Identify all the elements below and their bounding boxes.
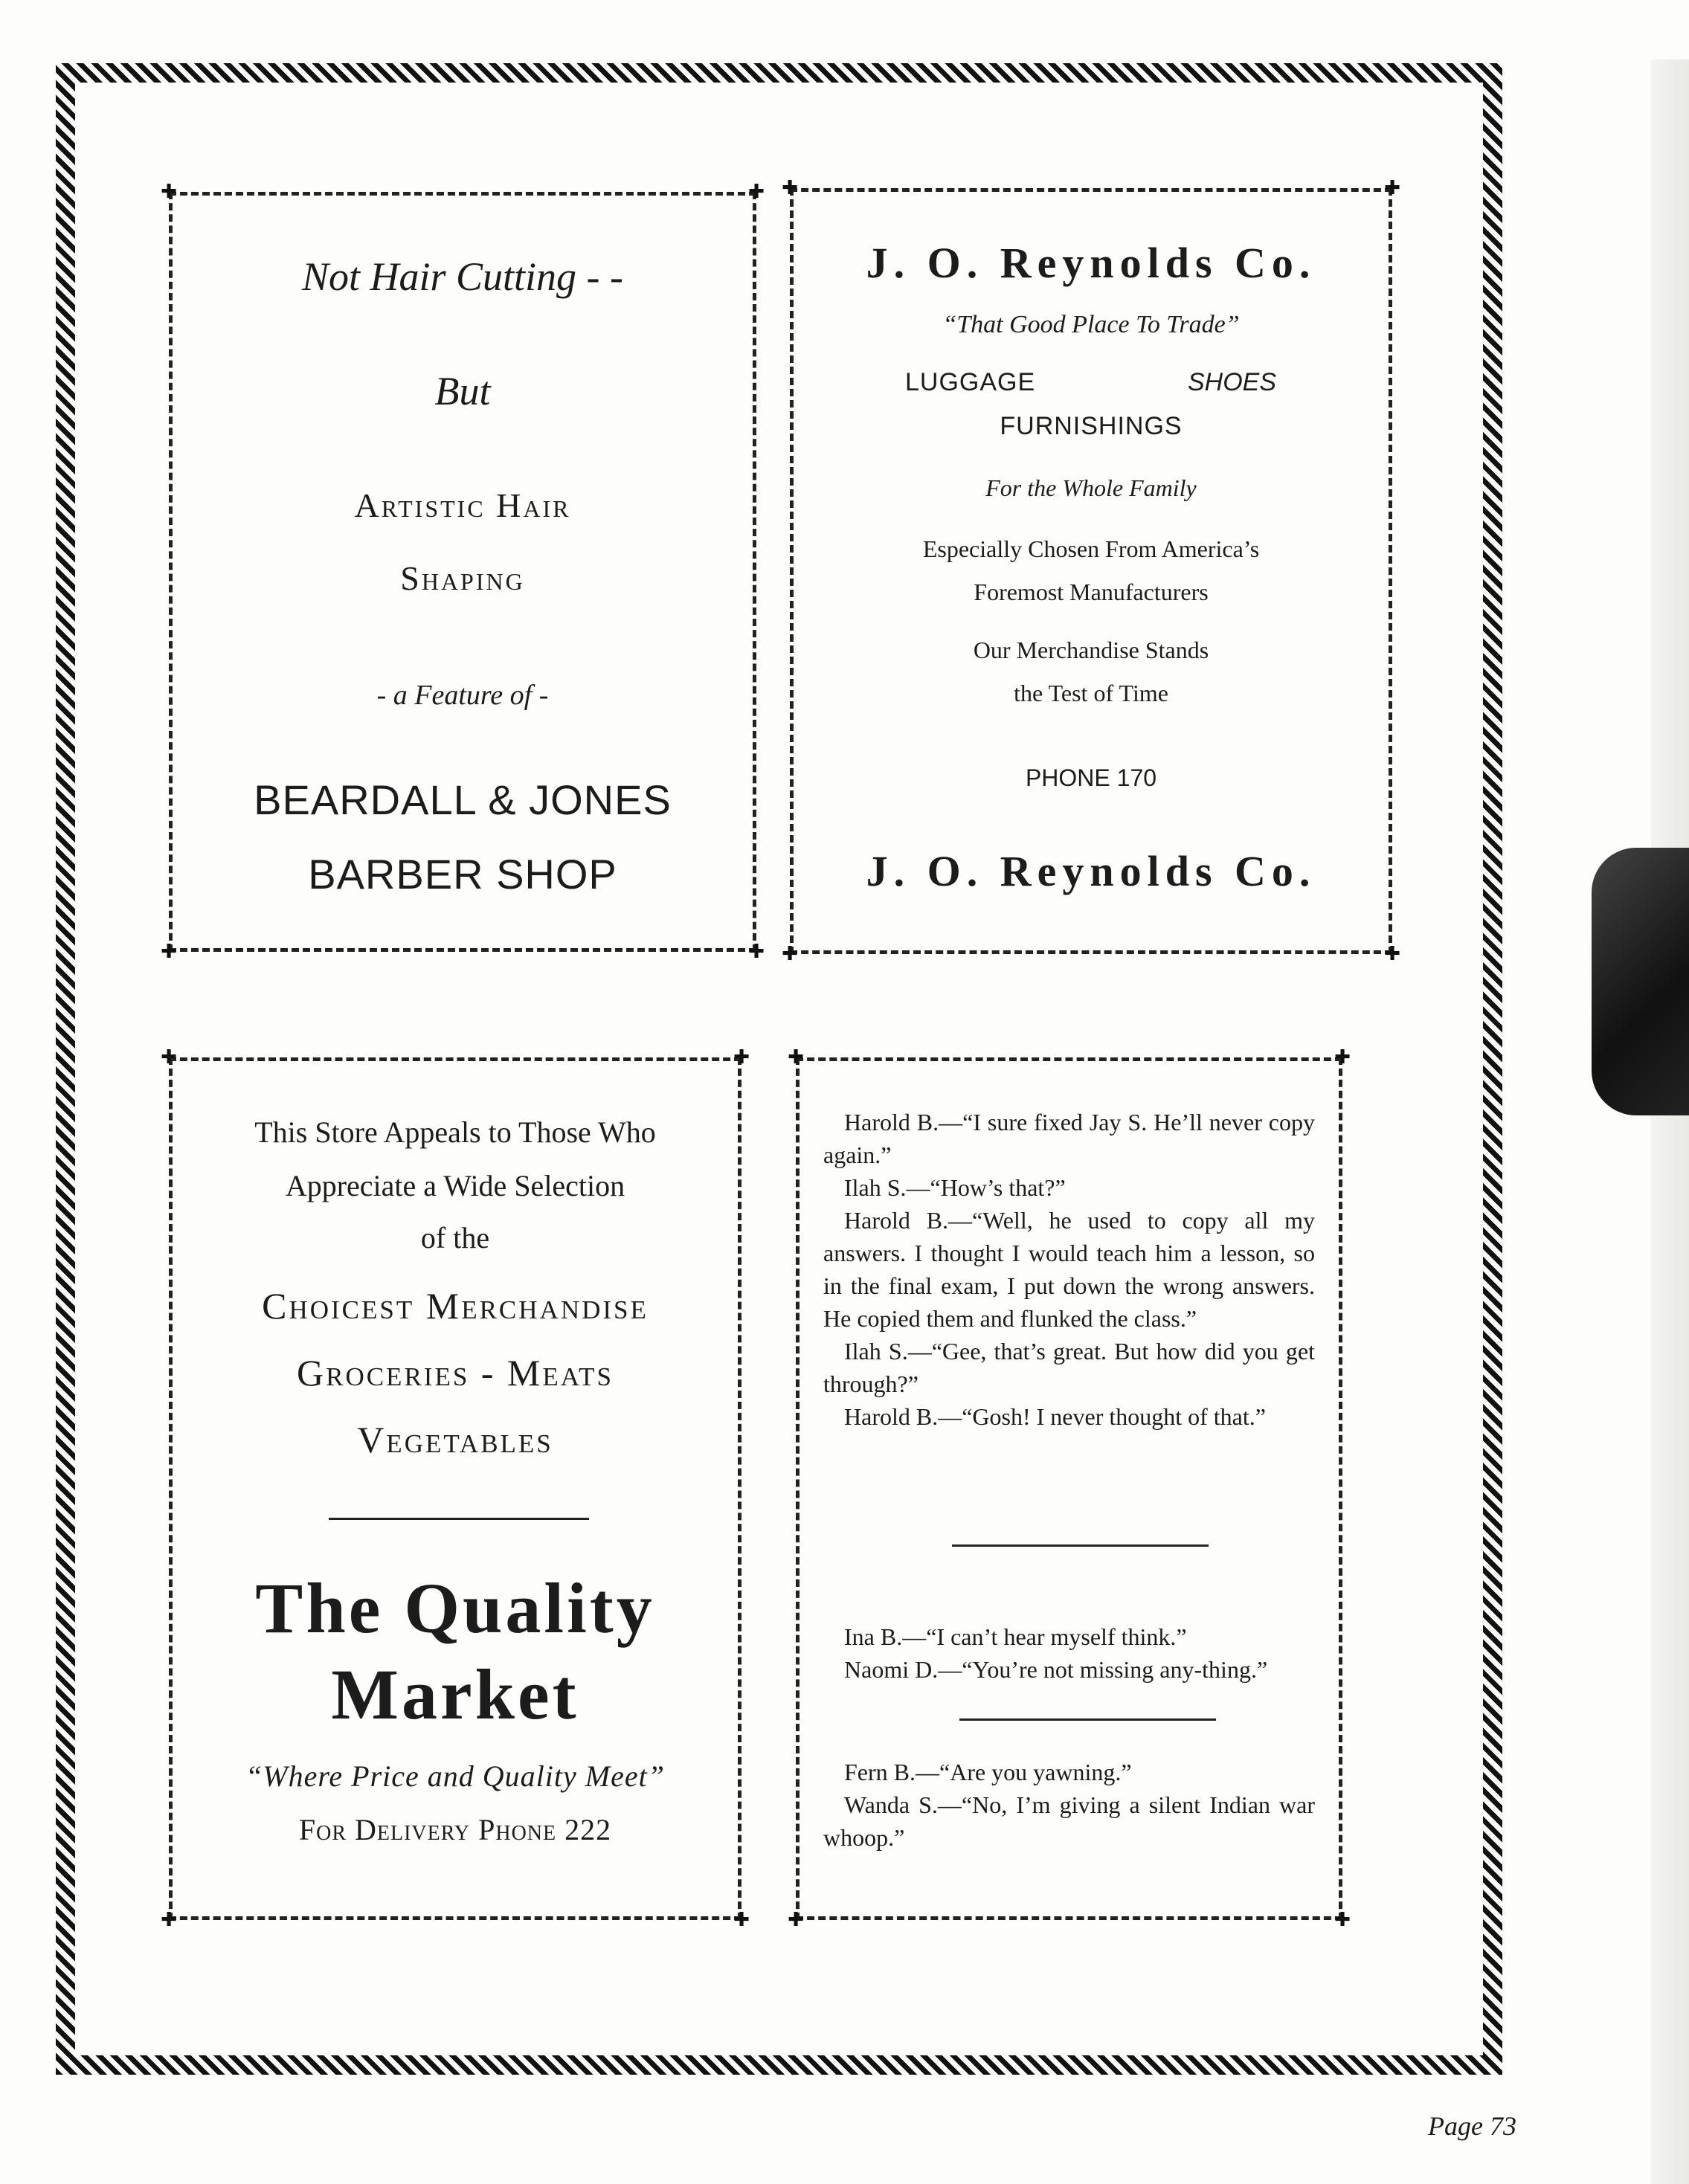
joke-line: Fern B.—“Are you yawning.” [844, 1759, 1132, 1785]
ad-text: Choicest Merchandise [262, 1285, 649, 1327]
ad-text: Our Merchandise Stands [973, 637, 1209, 663]
joke-line: Ilah S.—“Gee, that’s great. But how did you get through?” [823, 1338, 1315, 1397]
ad-text: Artistic Hair [354, 486, 571, 524]
ad-text: Foremost Manufacturers [974, 579, 1209, 605]
corner-ornament: ✚ [1384, 177, 1400, 199]
joke-line: Ilah S.—“How’s that?” [844, 1174, 1066, 1201]
corner-ornament: ✚ [748, 181, 765, 203]
binder-clip [1592, 848, 1689, 1115]
corner-ornament: ✚ [1384, 943, 1400, 965]
corner-ornament: ✚ [1334, 1909, 1351, 1931]
corner-ornament: ✚ [733, 1909, 750, 1931]
corner-ornament: ✚ [161, 181, 177, 203]
corner-ornament: ✚ [733, 1046, 750, 1069]
ad-text: For the Whole Family [985, 474, 1197, 501]
divider [329, 1518, 589, 1520]
reynolds-co-ad [782, 177, 1400, 965]
quality-market-ad [161, 1046, 750, 1931]
corner-ornament: ✚ [782, 943, 798, 965]
book-edge [1651, 59, 1689, 2184]
business-name: The Quality [255, 1568, 655, 1648]
ad-item: SHOES [1188, 368, 1277, 396]
ad-text: Vegetables [357, 1419, 553, 1460]
joke-line: Harold B.—“I sure fixed Jay S. He’ll never copy again.” [823, 1109, 1315, 1168]
corner-ornament: ✚ [161, 1909, 177, 1931]
joke-line: Harold B.—“Gosh! I never thought of that.” [844, 1403, 1266, 1430]
business-name: J. O. Reynolds Co. [866, 847, 1316, 895]
corner-ornament: ✚ [161, 1046, 177, 1069]
ad-text: This Store Appeals to Those Who [254, 1115, 656, 1149]
ad-text: But [434, 369, 491, 413]
barber-shop-ad [161, 181, 765, 963]
corner-ornament: ✚ [788, 1046, 804, 1069]
jokes-box [788, 1046, 1351, 1931]
ad-text: Appreciate a Wide Selection [285, 1169, 625, 1202]
corner-ornament: ✚ [788, 1909, 804, 1931]
divider [952, 1544, 1209, 1547]
joke-line: Ina B.—“I can’t hear myself think.” [844, 1623, 1187, 1650]
business-name: BEARDALL & JONES [254, 776, 672, 823]
business-name: BARBER SHOP [308, 851, 617, 898]
ad-text: Shaping [400, 559, 525, 597]
corner-ornament: ✚ [161, 941, 177, 963]
ad-text: Not Hair Cutting - - [301, 254, 624, 299]
business-name: J. O. Reynolds Co. [866, 239, 1316, 287]
joke [823, 1106, 1315, 1433]
corner-ornament: ✚ [748, 941, 765, 963]
phone-number: PHONE 170 [1025, 764, 1157, 791]
business-name: Market [331, 1655, 579, 1734]
joke [823, 1620, 1315, 1686]
phone-number: For Delivery Phone 222 [298, 1813, 612, 1846]
joke-line: Harold B.—“Well, he used to copy all my answers. I thought I would teach him a lesson, so in the final exam, I put down the wrong answers. He copied them and flunked the class.” [823, 1207, 1315, 1332]
ad-item: LUGGAGE [905, 368, 1036, 396]
ad-tagline: “That Good Place To Trade” [942, 311, 1240, 338]
ad-text: the Test of Time [1014, 680, 1168, 706]
joke-line: Wanda S.—“No, I’m giving a silent Indian war whoop.” [823, 1791, 1315, 1851]
ad-text: - a Feature of - [376, 680, 549, 711]
ad-slogan: “Where Price and Quality Meet” [245, 1759, 665, 1793]
ad-text: of the [420, 1221, 490, 1254]
ad-text: Groceries - Meats [296, 1352, 614, 1394]
joke-line: Naomi D.—“You’re not missing any-thing.” [844, 1656, 1268, 1683]
ad-item: FURNISHINGS [1000, 412, 1183, 440]
joke [823, 1756, 1315, 1854]
divider [959, 1718, 1216, 1721]
ad-text: Especially Chosen From America’s [922, 535, 1260, 562]
page-number: Page 73 [1428, 2111, 1516, 2141]
corner-ornament: ✚ [782, 177, 798, 199]
corner-ornament: ✚ [1334, 1046, 1351, 1069]
